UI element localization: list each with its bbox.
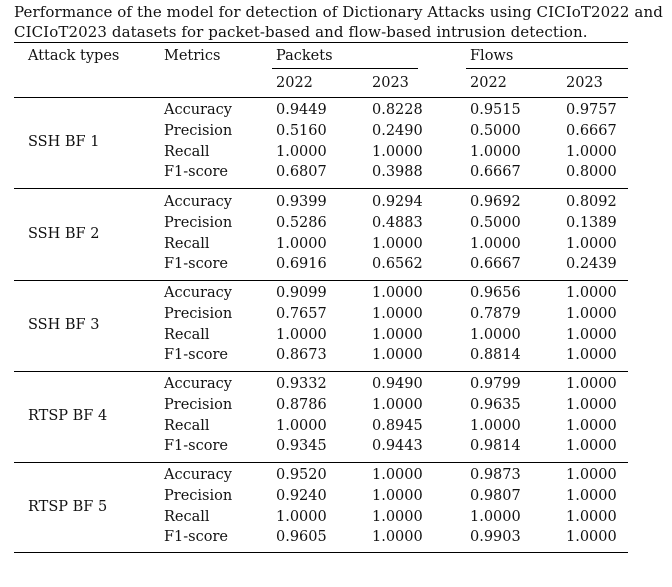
table-cell: 0.9449: [276, 102, 327, 118]
table-cell: 0.9520: [276, 467, 327, 483]
header-year-packets-2023: 2023: [372, 75, 409, 91]
table-cell: 0.9490: [372, 376, 423, 392]
table-caption: [14, 2, 663, 42]
table-cell: 0.7879: [470, 305, 521, 322]
group-separator: [14, 462, 628, 463]
table-cell: 0.9240: [276, 487, 327, 504]
table-cell: 1.0000: [566, 376, 617, 392]
table-cell: 0.4883: [372, 214, 423, 231]
header-flows: Flows: [470, 48, 514, 64]
attack-type-label: SSH BF 3: [28, 317, 100, 333]
table-cell: 1.0000: [566, 487, 617, 504]
metric-label: Recall: [164, 235, 210, 252]
header-year-flows-2023: 2023: [566, 75, 603, 91]
metric-label: Recall: [164, 417, 210, 434]
table-cell: 1.0000: [276, 417, 327, 434]
table-cell: 0.8814: [470, 347, 521, 364]
table-cell: 0.5000: [470, 122, 521, 139]
table-cell: 0.8786: [276, 396, 327, 413]
caption-line-2: CICIoT2023 datasets for packet-based and flow-based intrusion detection.: [14, 23, 588, 41]
metric-label: Recall: [164, 143, 210, 160]
table-cell: 0.6667: [470, 164, 521, 181]
table-cell: 0.9605: [276, 529, 327, 546]
table-cell: 0.9294: [372, 194, 423, 210]
table-cell: 0.8673: [276, 347, 327, 364]
metric-label: Precision: [164, 122, 233, 139]
table-cell: 1.0000: [372, 396, 423, 413]
table-cell: 1.0000: [276, 235, 327, 252]
table-cell: 1.0000: [372, 235, 423, 252]
table-cell: 0.9332: [276, 376, 327, 392]
table-cell: 1.0000: [372, 508, 423, 525]
group-separator: [14, 371, 628, 372]
table-cell: 0.2439: [566, 256, 617, 273]
table-cell: 0.9903: [470, 529, 521, 546]
table-cell: 1.0000: [372, 285, 423, 301]
metric-label: F1-score: [164, 164, 228, 181]
metric-label: Precision: [164, 214, 233, 231]
table-cell: 1.0000: [470, 326, 521, 343]
header-year-flows-2022: 2022: [470, 75, 507, 91]
table-cell: 1.0000: [566, 305, 617, 322]
flows-subrule: [466, 68, 628, 69]
table-cell: 0.9345: [276, 438, 327, 455]
metric-label: Accuracy: [164, 285, 232, 301]
table-cell: 0.9799: [470, 376, 521, 392]
table-cell: 0.9443: [372, 438, 423, 455]
table-cell: 1.0000: [566, 396, 617, 413]
header-metrics: Metrics: [164, 48, 221, 64]
table-cell: 0.5286: [276, 214, 327, 231]
metric-label: F1-score: [164, 529, 228, 546]
attack-type-label: SSH BF 1: [28, 134, 100, 150]
table-cell: 0.6916: [276, 256, 327, 273]
table-cell: 0.8945: [372, 417, 423, 434]
table-cell: 1.0000: [566, 529, 617, 546]
table-cell: 1.0000: [470, 417, 521, 434]
metric-label: Accuracy: [164, 194, 232, 210]
table-cell: 1.0000: [276, 143, 327, 160]
table-cell: 0.5000: [470, 214, 521, 231]
table-cell: 1.0000: [566, 347, 617, 364]
metric-label: Recall: [164, 326, 210, 343]
table-cell: 1.0000: [372, 326, 423, 343]
table-cell: 1.0000: [372, 305, 423, 322]
table-cell: 0.9099: [276, 285, 327, 301]
table-cell: 0.9656: [470, 285, 521, 301]
top-rule: [14, 42, 628, 43]
table-cell: 1.0000: [372, 347, 423, 364]
table-cell: 1.0000: [566, 438, 617, 455]
packets-subrule: [272, 68, 418, 69]
caption-line-1: Performance of the model for detection of Dictionary Attacks using CICIoT2022 and: [14, 3, 663, 21]
table-cell: 1.0000: [470, 508, 521, 525]
table-cell: 0.8092: [566, 194, 617, 210]
metric-label: F1-score: [164, 347, 228, 364]
table-cell: 0.6667: [470, 256, 521, 273]
table-cell: 1.0000: [470, 143, 521, 160]
group-separator: [14, 188, 628, 189]
metric-label: F1-score: [164, 256, 228, 273]
table-cell: 0.9399: [276, 194, 327, 210]
table-cell: 0.9692: [470, 194, 521, 210]
table-cell: 0.9635: [470, 396, 521, 413]
table-cell: 0.9873: [470, 467, 521, 483]
metric-label: Accuracy: [164, 102, 232, 118]
table-cell: 0.3988: [372, 164, 423, 181]
table-cell: 1.0000: [470, 235, 521, 252]
group-separator: [14, 280, 628, 281]
metric-label: F1-score: [164, 438, 228, 455]
table-cell: 1.0000: [372, 143, 423, 160]
header-rule: [14, 97, 628, 98]
header-attack-types: Attack types: [28, 48, 120, 64]
table-cell: 1.0000: [566, 285, 617, 301]
table-cell: 0.8000: [566, 164, 617, 181]
metric-label: Accuracy: [164, 376, 232, 392]
table-cell: 0.5160: [276, 122, 327, 139]
table-cell: 1.0000: [372, 487, 423, 504]
table-cell: 1.0000: [276, 326, 327, 343]
metric-label: Precision: [164, 396, 233, 413]
metric-label: Precision: [164, 487, 233, 504]
metric-label: Recall: [164, 508, 210, 525]
table-cell: 1.0000: [372, 529, 423, 546]
table-cell: 1.0000: [566, 417, 617, 434]
table-cell: 0.9807: [470, 487, 521, 504]
table-cell: 1.0000: [566, 143, 617, 160]
table-cell: 0.6562: [372, 256, 423, 273]
header-year-packets-2022: 2022: [276, 75, 313, 91]
table-cell: 0.9515: [470, 102, 521, 118]
table-cell: 1.0000: [566, 326, 617, 343]
attack-type-label: RTSP BF 5: [28, 499, 108, 515]
table-cell: 0.7657: [276, 305, 327, 322]
header-packets: Packets: [276, 48, 333, 64]
attack-type-label: RTSP BF 4: [28, 408, 108, 424]
table-cell: 1.0000: [372, 467, 423, 483]
table-cell: 0.9757: [566, 102, 617, 118]
table-cell: 0.6667: [566, 122, 617, 139]
bottom-rule: [14, 552, 628, 553]
table-cell: 0.9814: [470, 438, 521, 455]
table-cell: 0.6807: [276, 164, 327, 181]
metric-label: Accuracy: [164, 467, 232, 483]
table-cell: 0.1389: [566, 214, 617, 231]
table-cell: 1.0000: [566, 508, 617, 525]
table-cell: 1.0000: [276, 508, 327, 525]
table-cell: 1.0000: [566, 467, 617, 483]
attack-type-label: SSH BF 2: [28, 226, 100, 242]
table-cell: 0.2490: [372, 122, 423, 139]
table-cell: 1.0000: [566, 235, 617, 252]
table-cell: 0.8228: [372, 102, 423, 118]
metric-label: Precision: [164, 305, 233, 322]
